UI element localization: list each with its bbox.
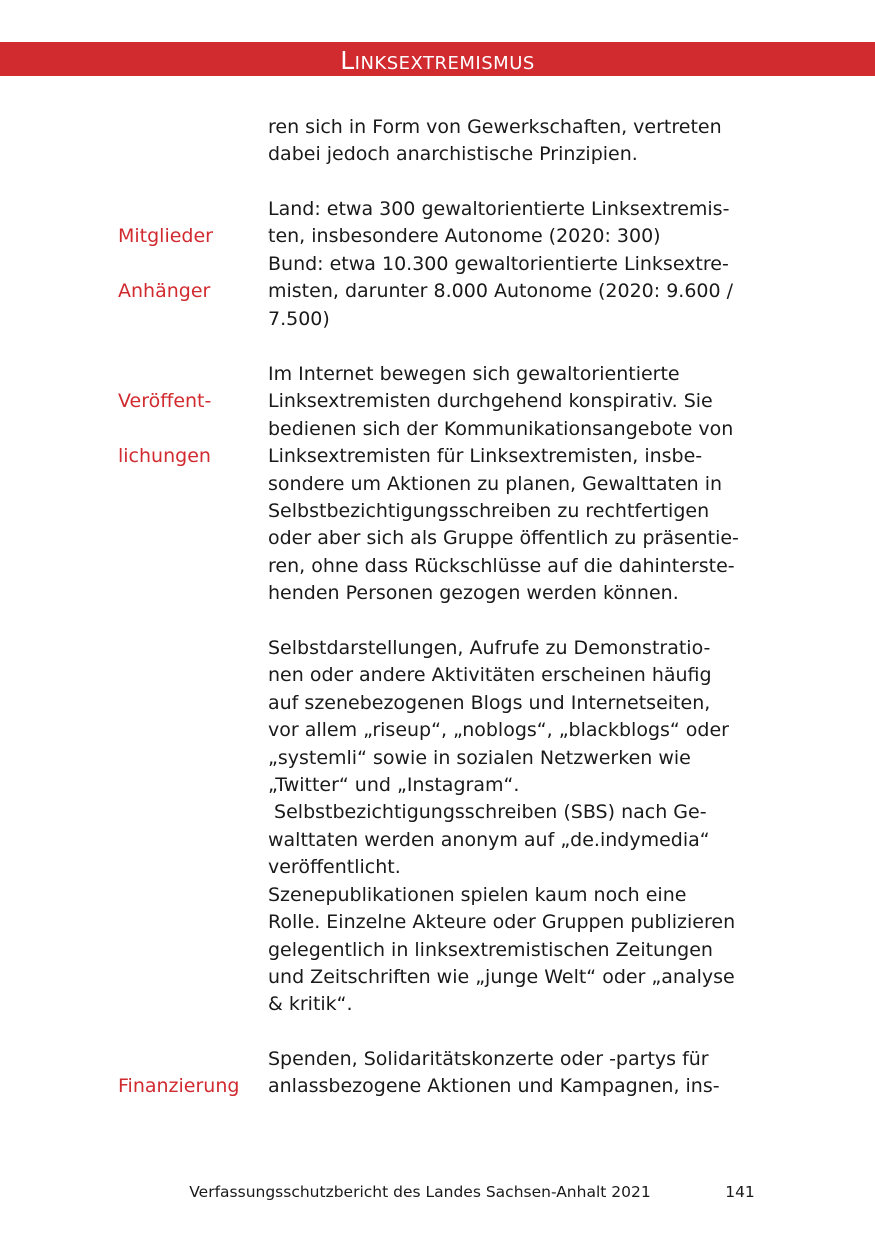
label-line: Finanzierung	[118, 1075, 240, 1098]
text-line: ren sich in Form von Gewerkschaften, vertreten	[268, 116, 722, 138]
label-line: Veröffent-	[118, 390, 212, 413]
section-label	[118, 196, 263, 333]
footer-publication-title: Verfassungsschutzbericht des Landes Sachsen-Anhalt 2021	[189, 1183, 651, 1201]
text-line: gelegentlich in linksextremistischen Zeitungen	[268, 938, 713, 961]
section-body	[268, 1046, 763, 1101]
text-line: Rolle. Einzelne Akteure oder Gruppen publizieren	[268, 911, 736, 934]
text-line: „systemli“ sowie in sozialen Netzwerken wie	[268, 746, 691, 769]
text-line: vor allem „riseup“, „noblogs“, „blackblogs“ oder	[268, 719, 729, 742]
intro-body	[268, 114, 763, 169]
text-line: Selbstbezichtigungsschreiben (SBS) nach Ge-	[268, 801, 707, 824]
text-line: misten, darunter 8.000 Autonome (2020: 9.600 /	[268, 280, 734, 303]
text-line: Szenepublikationen spielen kaum noch eine	[268, 883, 687, 906]
chapter-title: Linksextremismus	[340, 46, 535, 75]
text-line: dabei jedoch anarchistische Prinzipien.	[268, 143, 638, 166]
text-line: 7.500)	[268, 307, 330, 330]
header-bar	[0, 42, 875, 76]
text-line: veröffentlicht.	[268, 856, 401, 879]
text-line: bedienen sich der Kommunikationsangebote von	[268, 417, 734, 440]
text-line: sondere um Aktionen zu planen, Gewalttaten in	[268, 472, 723, 495]
page-number: 141	[725, 1183, 755, 1201]
text-line: und Zeitschriften wie „junge Welt“ oder „analyse	[268, 965, 735, 988]
text-line: oder aber sich als Gruppe öffentlich zu präsentie-	[268, 527, 739, 550]
text-line: & kritik“.	[268, 993, 353, 1016]
text-line: Land: etwa 300 gewaltorientierte Linksextremis-	[268, 198, 730, 220]
text-line: anlassbezogene Aktionen und Kampagnen, ins-	[268, 1075, 720, 1098]
text-line: ren, ohne dass Rückschlüsse auf die dahinterste-	[268, 554, 735, 577]
section-label	[118, 361, 263, 498]
text-line: Selbstbezichtigungsschreiben zu rechtfertigen	[268, 500, 710, 523]
section-label	[118, 1046, 263, 1128]
label-line: lichungen	[118, 445, 211, 468]
text-line: Linksextremisten durchgehend konspirativ. Sie	[268, 390, 713, 413]
text-line: nen oder andere Aktivitäten erscheinen häufig	[268, 664, 712, 687]
text-line: Bund: etwa 10.300 gewaltorientierte Linksextre-	[268, 252, 729, 275]
text-line: auf szenebezogenen Blogs und Internetseiten,	[268, 691, 711, 714]
paragraph-gap	[268, 608, 763, 635]
text-line: Im Internet bewegen sich gewaltorientierte	[268, 363, 680, 385]
label-line: Mitglieder	[118, 225, 213, 248]
text-line: walttaten werden anonym auf „de.indymedia“	[268, 828, 710, 851]
text-line: Selbstdarstellungen, Aufrufe zu Demonstratio-	[268, 637, 711, 660]
label-line: Anhänger	[118, 280, 211, 303]
text-line: „Twitter“ und „Instagram“.	[268, 774, 520, 797]
text-line: ten, insbesondere Autonome (2020: 300)	[268, 225, 661, 248]
text-line: Spenden, Solidaritätskonzerte oder -partys für	[268, 1048, 709, 1070]
section-body	[268, 361, 763, 1019]
text-line: Linksextremisten für Linksextremisten, insbe-	[268, 445, 703, 468]
section-body	[268, 196, 763, 333]
text-line: henden Personen gezogen werden können.	[268, 582, 679, 605]
